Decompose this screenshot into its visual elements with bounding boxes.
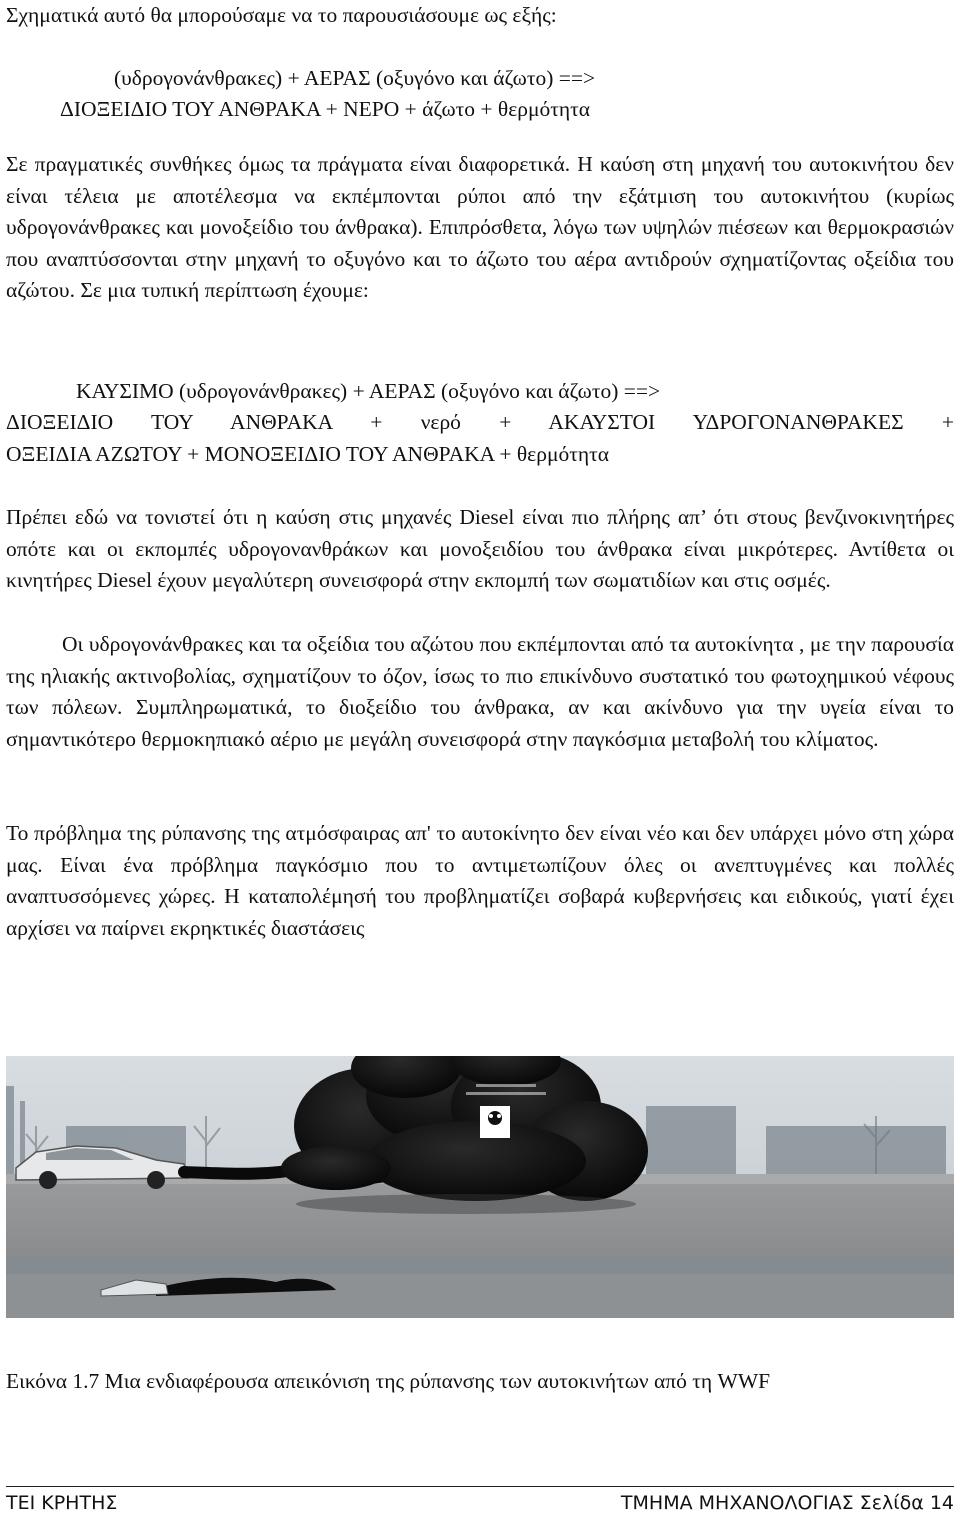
paragraph-hydrocarbons: Οι υδρογονάνθρακες και τα οξείδια του αζώτου που εκπέμπονται από τα αυτοκίνητα , με την παρουσία της ηλιακής ακτινοβολίας, σχηματίζουν το όζον, ίσως το πιο επικίνδυνο συστατικό του φωτοχημικού νέφους των πόλεων. Συμπληρωματικά, το διοξείδιο του άνθρακα, αν και ακίνδυνο για την υγεία είναι το σημαντικότερο θερμοκηπιακό αέριο με μεγάλη συνεισφορά στην παγκόσμια μεταβολή του κλίματος. xyxy=(6,632,954,751)
intro-text: Σχηματικά αυτό θα μπορούσαμε να το παρουσιάσουμε ως εξής: xyxy=(6,3,557,27)
footer-department-page: ΤΜΗΜΑ ΜΗΧΑΝΟΛΟΓΙΑΣ Σελίδα 14 xyxy=(620,1492,954,1514)
equation-2-line-3: ΟΞΕΙΔΙΑ ΑΖΩΤΟΥ + ΜΟΝΟΞΕΙΔΙΟ ΤΟΥ ΑΝΘΡΑΚΑ + θερμότητα xyxy=(6,442,610,466)
paragraph-real-conditions: Σε πραγματικές συνθήκες όμως τα πράγματα είναι διαφορετικά. Η καύση στη μηχανή του αυτοκινήτου δεν είναι τέλεια με αποτέλεσμα να εκπέμπονται ρύποι από την εξάτμιση του αυτοκινήτου (κυρίως υδρογονάνθρακες και μονοξείδιο του άνθρακα). Επιπρόσθετα, λόγω των υψηλών πιέσεων και θερμοκρασιών που αναπτύσσονται στην μηχανή το οξυγόνο και το άζωτο του αέρα αντιδρούν σχηματίζοντας οξείδια του αζώτου. Σε μια τυπική περίπτωση έχουμε: xyxy=(6,152,954,302)
figure-photo xyxy=(6,1056,954,1318)
figure-caption: Εικόνα 1.7 Μια ενδιαφέρουσα απεικόνιση της ρύπανσης των αυτοκινήτων από τη WWF xyxy=(6,1369,771,1393)
paragraph-pollution-problem: Το πρόβλημα της ρύπανσης της ατμόσφαιρας απ' το αυτοκίνητο δεν είναι νέο και δεν υπάρχει μόνο στη χώρα μας. Είναι ένα πρόβλημα παγκόσμιο που το αντιμετωπίζουν όλες οι ανεπτυγμένες και πολλές αναπτυσσόμενες χώρες. Η καταπολέμησή του προβληματίζει σοβαρά κυβερνήσεις και ειδικούς, γιατί έχει αρχίσει να παίρνει εκρηκτικές διαστάσεις xyxy=(6,821,954,940)
footer-divider xyxy=(6,1486,954,1487)
footer-institution: ΤΕΙ ΚΡΗΤΗΣ xyxy=(6,1492,118,1514)
equation-2-line-1: ΚΑΥΣΙΜΟ (υδρογονάνθρακες) + ΑΕΡΑΣ (οξυγόνο και άζωτο) ==> xyxy=(76,379,661,403)
equation-1-line-2: ΔΙΟΞΕΙΔΙΟ ΤΟΥ ΑΝΘΡΑΚΑ + ΝΕΡΟ + άζωτο + θερμότητα xyxy=(60,97,591,121)
equation-2-line-2: ΔΙΟΞΕΙΔΙΟ ΤΟΥ ΑΝΘΡΑΚΑ + νερό + ΑΚΑΥΣΤΟΙ ΥΔΡΟΓΟΝΑΝΘΡΑΚΕΣ + xyxy=(6,410,954,434)
page-footer xyxy=(6,1492,954,1514)
paragraph-diesel: Πρέπει εδώ να τονιστεί ότι η καύση στις μηχανές Diesel είναι πιο πλήρης απ’ ότι στους βενζινοκινητήρες οπότε και οι εκπομπές υδρογονανθράκων και μονοξειδίου του άνθρακα είναι μικρότερες. Αντίθετα οι κινητήρες Diesel έχουν μεγαλύτερη συνεισφορά στην εκπομπή των σωματιδίων και στις οσμές. xyxy=(6,505,954,592)
equation-1-line-1: (υδρογονάνθρακες) + ΑΕΡΑΣ (οξυγόνο και άζωτο) ==> xyxy=(114,66,596,90)
wwf-logo xyxy=(480,1106,510,1138)
wwf-smoke-cloud-illustration xyxy=(6,1056,954,1318)
